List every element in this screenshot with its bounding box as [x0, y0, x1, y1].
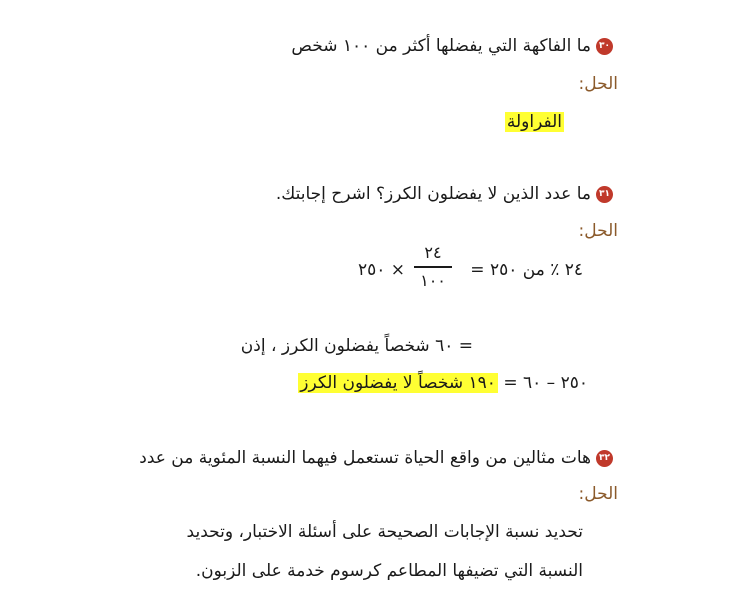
fraction-numerator: ٢٤ — [424, 243, 442, 262]
fraction-denominator: ١٠٠ — [420, 270, 446, 290]
solution-label: الحل: — [578, 484, 618, 504]
solution-label: الحل: — [578, 74, 618, 94]
answer-32-line-1: تحديد نسبة الإجابات الصحيحة على أسئلة الاختبار، وتحديد — [186, 522, 583, 542]
highlighted-answer: الفراولة — [506, 112, 562, 132]
question-31 — [276, 182, 613, 206]
equation-1-left: ٢٤ ٪ من ٢٥٠ = — [470, 260, 583, 280]
fraction — [414, 243, 452, 291]
question-number-badge: ٣٠ — [596, 38, 613, 55]
question-number-badge: ٣٢ — [596, 450, 613, 467]
highlighted-answer: ١٩٠ شخصاً لا يفضلون الكرز — [300, 373, 496, 393]
answer-30 — [505, 110, 564, 134]
equation-2: = ٦٠ شخصاً يفضلون الكرز ، إذن — [240, 336, 473, 356]
question-32-text: هات مثالين من واقع الحياة تستعمل فيهما النسبة المئوية من عدد — [139, 448, 591, 468]
question-32 — [139, 446, 613, 470]
solution-label: الحل: — [578, 221, 618, 241]
question-30-text: ما الفاكهة التي يفضلها أكثر من ١٠٠ شخص — [291, 36, 591, 56]
fraction-bar — [414, 266, 452, 268]
equation-3 — [298, 371, 588, 395]
equation-3-plain: ٢٥٠ – ٦٠ = — [503, 373, 588, 393]
question-30 — [291, 34, 613, 58]
equation-1-right: × ٢٥٠ — [357, 260, 405, 280]
question-number-badge: ٣١ — [596, 186, 613, 203]
question-31-text: ما عدد الذين لا يفضلون الكرز؟ اشرح إجابتك. — [275, 184, 591, 204]
answer-32-line-2: النسبة التي تضيفها المطاعم كرسوم خدمة على الزبون. — [195, 561, 583, 581]
